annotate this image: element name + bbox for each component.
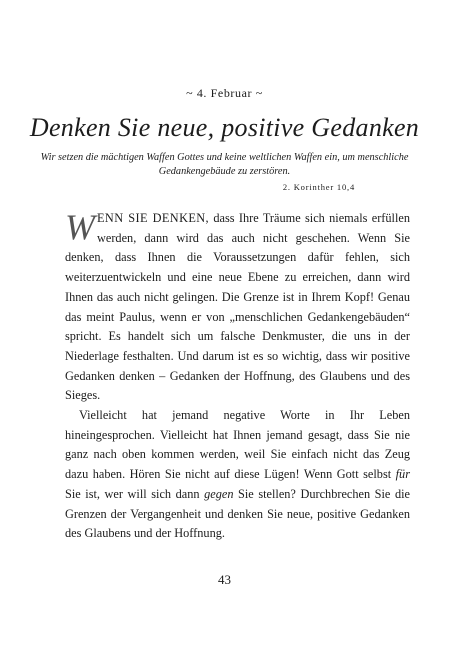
epigraph-source: 2. Korinther 10,4 xyxy=(282,182,355,192)
emphasis-gegen: gegen xyxy=(204,486,234,501)
devotional-date: ~ 4. Februar ~ xyxy=(186,86,263,100)
epigraph-text: Wir setzen die mächtigen Waffen Gottes und keine weltlichen Waffen ein, um menschliche Gedankengebäude zu zerstören. xyxy=(40,152,409,177)
paragraph-1 xyxy=(65,209,410,406)
paragraph-2-text-a: Vielleicht hat jemand negative Worte in Ihr Leben hineingesprochen. Vielleicht hat Ihnen jemand gesagt, dass Sie nie ganz nach oben kommen werden, weil Sie einfach nicht das Zeug dazu haben. Hören Sie nicht auf diese Lügen! Wenn Gott selbst xyxy=(65,408,410,482)
page-number: 43 xyxy=(218,572,231,587)
paragraph-2-text-b: Sie ist, wer will sich dann xyxy=(65,486,205,501)
paragraph-1-text: dass Ihre Träume sich niemals erfüllen werden, dann wird das auch nicht geschehen. Wenn Sie denken, dass Ihnen die Voraussetzungen dafür fehlen, sich weiterzuentwickeln und eine neue Ebene zu erreichen, dann wird Ihnen das auch nicht gelingen. Die Grenze ist in Ihrem Kopf! Genau das meint Paulus, wenn er von „menschlichen Gedankengebäuden“ spricht. Es handelt sich um falsche Denkmuster, die uns in der Niederlage festhalten. Und darum ist es so wichtig, dass wir positive Gedanken denken – Gedanken der Hoffnung, des Glaubens und des Sieges. xyxy=(65,211,410,403)
emphasis-fuer: für xyxy=(395,467,410,482)
paragraph-2 xyxy=(65,406,410,544)
drop-cap: W xyxy=(65,207,95,247)
paragraph-2-text-c: Sie stellen? Durchbrechen Sie die Grenzen der Vergangenheit und denken Sie neue, positive Gedanken des Glaubens und der Hoffnung. xyxy=(65,486,410,541)
body-text xyxy=(65,209,410,544)
page-title: Denken Sie neue, positive Gedanken xyxy=(29,113,420,142)
lead-in: ENN SIE DENKEN, xyxy=(97,211,210,225)
